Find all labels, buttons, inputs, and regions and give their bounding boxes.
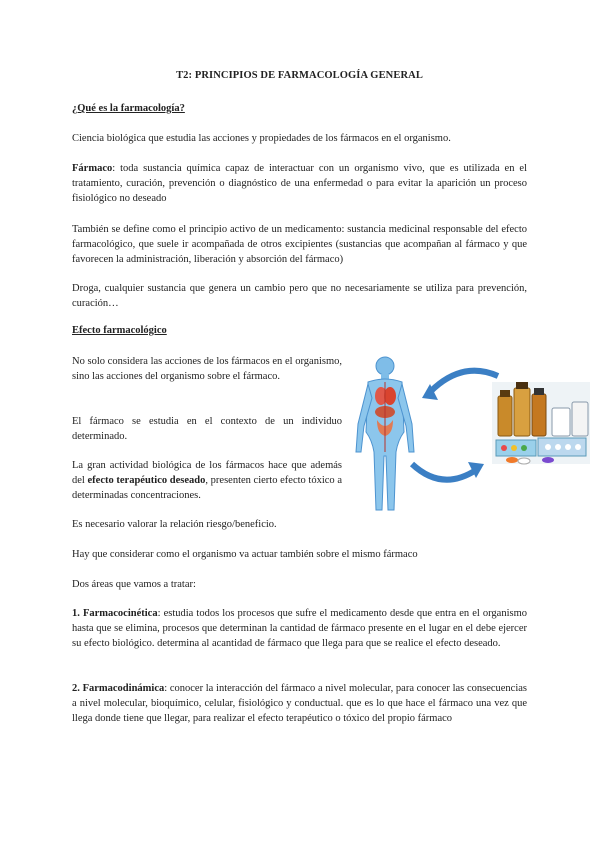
pharmacology-illustration [352,352,590,514]
paragraph-definition: Ciencia biológica que estudia las acciones y propiedades de los fármacos en el organismo. [72,133,451,144]
farmaco-text: : toda sustancia química capaz de interactuar con un organismo vivo, que es utilizada en el tratamiento, curación, prevención o diagnóstico de una enfermedad o para evitar la aparición un proceso fisiológico no deseado [72,163,527,204]
paragraph-riesgo: Es necesario valorar la relación riesgo/beneficio. [72,519,277,530]
cycle-arrow-bottom [412,462,484,480]
paragraph-farmaco [72,161,527,206]
paragraph-considerar: Hay que considerar como el organismo va actuar también sobre el mismo fármaco [72,549,418,560]
paragraph-farmacocinetica [72,606,527,651]
paragraph-principio-activo: También se define como el principio activo de un medicamento: sustancia medicinal responsable del efecto farmacológico, que suele ir acompañada de otros excipientes (sustancias que acompañan al fármaco y que favorecen la administración, liberación y absorción del fármaco) [72,224,527,265]
section-heading-efecto: Efecto farmacológico [72,325,167,336]
paragraph-acciones: No solo considera las acciones de los fármacos en el organismo, sino las acciones del organismo sobre el fármaco. [72,356,342,382]
paragraph-droga: Droga, cualquier sustancia que genera un cambio pero que no necesariamente se utiliza para prevención, curación… [72,283,527,309]
farmacodinamica-text: : conocer la interacción del fármaco a nivel molecular, para conocer las consecuencias a nivel molecular, bioquímico, celular, fisiológico y conductual. que es lo que hace el fármaco una vez que llega donde tiene que llegar, para realizar el efecto terapéutico o tóxico del propio fármaco [72,683,528,724]
term-efecto-terapeutico: efecto terapéutico deseado [87,475,206,486]
paragraph-farmacodinamica [72,681,527,726]
farmacocinetica-text: : estudia todos los procesos que sufre el medicamento desde que entra en el organismo hasta que se elimina, procesos que determinan la cantidad de fármaco presente en el lugar en el debe ejercer su efecto biológico. determina al acantidad de fármaco que llega para que se realice el efecto deseado. [72,608,528,649]
medicines-image [492,382,590,464]
section-heading-farmacologia: ¿Qué es la farmacología? [72,103,185,114]
item-number-1: 1. [72,608,83,619]
page-title: T2: PRINCIPIOS DE FARMACOLOGÍA GENERAL [176,70,423,81]
paragraph-contexto: El fármaco se estudia en el contexto de un individuo determinado. [72,416,342,442]
item-number-2: 2. [72,683,83,694]
illustration-svg [352,352,590,514]
term-farmacodinamica: Farmacodinámica [82,683,165,694]
paragraph-actividad [72,458,342,503]
cycle-arrow-top [422,371,498,400]
actividad-text-c: , presenten cierto efecto tóxico a determinadas concentraciones. [72,475,343,501]
term-farmacocinetica: Farmacocinética [82,608,158,619]
human-body-image [356,357,414,510]
actividad-text-a: La gran actividad biológica de los fármacos hace que además del [72,460,342,486]
term-farmaco: Fármaco [72,163,113,174]
paragraph-areas: Dos áreas que vamos a tratar: [72,579,196,590]
